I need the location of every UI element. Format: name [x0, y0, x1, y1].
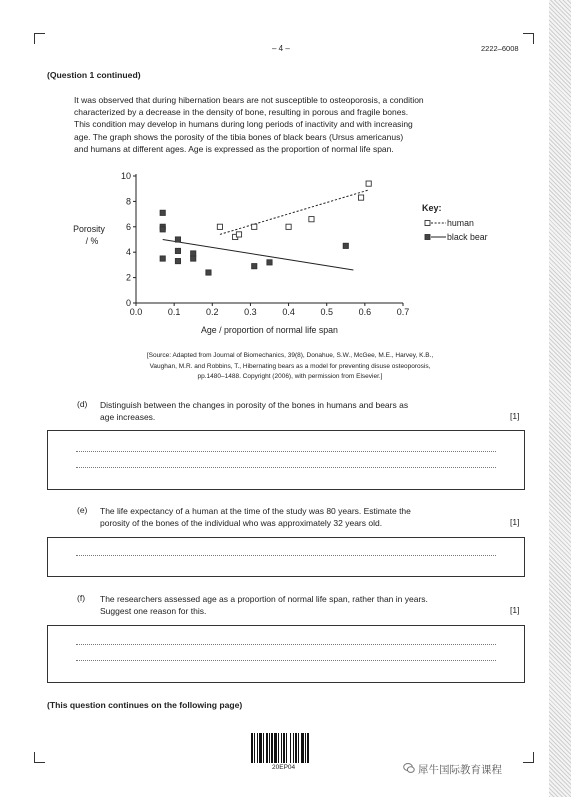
y-axis-label: Porosity [73, 224, 105, 234]
barcode-bar [283, 733, 285, 763]
barcode-bar [286, 733, 287, 763]
human-data-point [286, 224, 291, 229]
y-tick-label: 0 [125, 298, 131, 308]
question-f-text [100, 593, 428, 617]
x-tick-label: 0.0 [129, 307, 143, 317]
barcode-bar [251, 733, 253, 763]
paper-code: 2222–6008 [481, 44, 519, 53]
barcode-bar [271, 733, 273, 763]
barcode-bar [301, 733, 304, 763]
human-trendline [220, 190, 369, 234]
bear-data-point [206, 270, 211, 275]
question-f-label: (f) [77, 593, 86, 603]
source-citation [90, 351, 490, 383]
barcode-bar [295, 733, 297, 763]
intro-line: It was observed that during hibernation bears are not susceptible to osteoporosis, a condition [74, 95, 424, 105]
bear-data-point [267, 260, 272, 265]
question-line: age increases. [100, 412, 156, 423]
barcode-bar [263, 733, 264, 763]
y-tick-label: 6 [125, 221, 131, 232]
legend-bear-marker [425, 235, 430, 240]
question-e-label: (e) [77, 505, 88, 515]
source-line: [Source: Adapted from Journal of Biomechanics, 39(8), Donahue, S.W., McGee, M.E., Harvey, K.B., [146, 352, 434, 359]
question-line: The life expectancy of a human at the time of the study was 80 years. Estimate the [100, 506, 411, 516]
x-tick-label: 0.2 [206, 307, 219, 317]
barcode-bar [266, 733, 268, 763]
human-data-point [236, 232, 241, 237]
barcode-bar [307, 733, 309, 763]
barcode-bar [278, 733, 279, 763]
bear-data-point [191, 251, 196, 256]
barcode-bar [305, 733, 306, 763]
answer-box-d[interactable] [47, 430, 525, 490]
question-d-text [100, 399, 408, 423]
answer-line [76, 450, 496, 452]
barcode-bar [290, 733, 291, 763]
barcode-label: 20EP04 [272, 764, 296, 771]
human-data-point [217, 224, 222, 229]
human-data-point [366, 181, 371, 186]
bear-data-point [252, 264, 257, 269]
answer-box-f[interactable] [47, 625, 525, 683]
barcode-bar [269, 733, 270, 763]
x-axis-label: Age / proportion of normal life span [201, 325, 338, 335]
human-data-point [358, 195, 363, 200]
crop-mark-bottom-left [34, 752, 45, 763]
barcode-bar [254, 733, 255, 763]
question-e-text [100, 505, 411, 529]
answer-box-e[interactable] [47, 537, 525, 577]
bear-data-point [343, 243, 348, 248]
x-tick-label: 0.4 [282, 307, 295, 317]
bear-data-point [160, 227, 165, 232]
x-tick-label: 0.6 [358, 307, 372, 317]
intro-line: and humans at different ages. Age is expressed as the proportion of normal life span. [74, 143, 394, 154]
legend-human-label: human [447, 218, 474, 228]
intro-line: age. The graph shows the porosity of the tibia bones of black bears (Ursus americanus) [74, 131, 404, 142]
bear-data-point [160, 210, 165, 215]
question-heading: (Question 1 continued) [47, 70, 141, 80]
porosity-chart [0, 0, 571, 345]
barcode-bar [257, 733, 258, 763]
legend-title: Key: [422, 203, 442, 213]
bear-data-point [160, 256, 165, 261]
question-d-label: (d) [77, 399, 88, 409]
bear-data-point [175, 237, 180, 242]
answer-line [76, 659, 496, 661]
bear-data-point [191, 256, 196, 261]
barcode-bar [293, 733, 294, 763]
human-data-point [252, 224, 257, 229]
y-tick-label: 2 [125, 272, 131, 283]
y-tick-label: 4 [125, 247, 131, 258]
crop-mark-bottom-right [523, 752, 534, 763]
question-d-marks: [1] [510, 411, 520, 421]
question-line: Suggest one reason for this. [100, 606, 207, 617]
intro-line: characterized by a decrease in the density of bone, resulting in porous and fragile bones. [74, 107, 409, 118]
source-line: pp.1480–1488. Copyright (2006), with permission from Elsevier.] [197, 373, 383, 380]
intro-line: This condition may develop in humans during long periods of inactivity and with increasing [74, 119, 413, 130]
question-line: Distinguish between the changes in porosity of the bones in humans and bears as [100, 400, 409, 410]
watermark-text: 犀牛国际教育课程 [418, 764, 502, 776]
legend-human-marker [425, 221, 430, 226]
page-number: – 4 – [272, 44, 290, 53]
x-tick-label: 0.5 [320, 307, 333, 317]
y-tick-label: 8 [125, 196, 131, 207]
barcode-bar [259, 733, 262, 763]
question-line: The researchers assessed age as a proportion of normal life span, rather than in years. [100, 594, 428, 604]
question-f-marks: [1] [510, 605, 520, 615]
source-line: Vaughan, M.R. and Robbins, T., Hibernating bears as a model for preventing disuse osteoporosis, [149, 362, 431, 370]
barcode-bar [281, 733, 282, 763]
y-axis-label: / % [85, 236, 99, 246]
x-tick-label: 0.7 [396, 307, 410, 317]
answer-line [76, 466, 496, 468]
question-line: porosity of the bones of the individual who was approximately 32 years old. [100, 518, 383, 529]
barcode-bar [274, 733, 277, 763]
legend-bear-label: black bear [447, 232, 488, 242]
x-tick-label: 0.1 [167, 307, 181, 317]
human-data-point [309, 217, 314, 222]
question-e-marks: [1] [510, 517, 520, 527]
bear-data-point [175, 248, 180, 253]
barcode-bar [298, 733, 299, 763]
barcode [251, 733, 327, 763]
bear-data-point [175, 258, 180, 263]
wechat-icon [403, 762, 415, 774]
continuation-note: (This question continues on the following page) [47, 700, 243, 710]
answer-line [76, 554, 496, 556]
x-tick-label: 0.3 [244, 307, 257, 317]
y-tick-label: 10 [120, 171, 131, 181]
answer-line [76, 643, 496, 645]
